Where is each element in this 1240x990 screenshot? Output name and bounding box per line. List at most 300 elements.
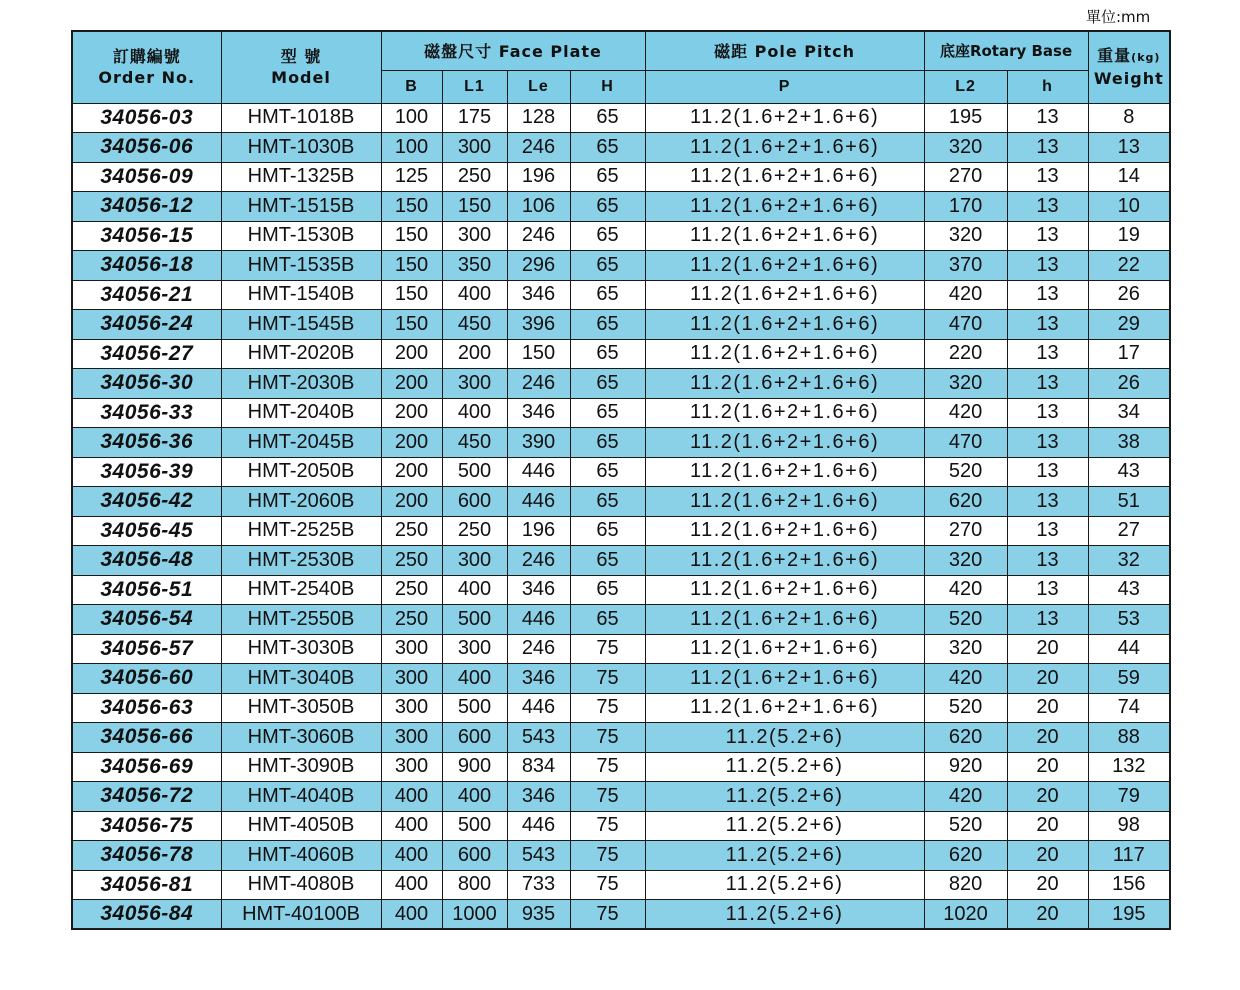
cell-h-lower: 13 xyxy=(1007,605,1088,635)
cell-h-lower: 13 xyxy=(1007,310,1088,340)
table-row xyxy=(72,133,1170,163)
cell-weight: 44 xyxy=(1088,634,1170,664)
cell-le: 935 xyxy=(507,900,570,930)
cell-weight: 14 xyxy=(1088,162,1170,192)
cell-l1: 400 xyxy=(442,398,507,428)
header-model xyxy=(221,31,381,103)
cell-h-upper: 65 xyxy=(570,457,645,487)
cell-h-upper: 65 xyxy=(570,162,645,192)
cell-pole-pitch: 11.2(5.2+6) xyxy=(645,723,924,753)
cell-weight: 51 xyxy=(1088,487,1170,517)
cell-order-no: 34056-51 xyxy=(72,575,221,605)
cell-model: HMT-3040B xyxy=(221,664,381,694)
cell-weight: 156 xyxy=(1088,870,1170,900)
cell-l1: 300 xyxy=(442,546,507,576)
cell-l2: 420 xyxy=(924,398,1007,428)
cell-h-lower: 20 xyxy=(1007,693,1088,723)
cell-weight: 79 xyxy=(1088,782,1170,812)
cell-h-lower: 13 xyxy=(1007,487,1088,517)
cell-order-no: 34056-78 xyxy=(72,841,221,871)
cell-l2: 520 xyxy=(924,693,1007,723)
table-row xyxy=(72,398,1170,428)
cell-pole-pitch: 11.2(1.6+2+1.6+6) xyxy=(645,133,924,163)
cell-le: 150 xyxy=(507,339,570,369)
cell-model: HMT-2550B xyxy=(221,605,381,635)
cell-l2: 420 xyxy=(924,664,1007,694)
cell-pole-pitch: 11.2(1.6+2+1.6+6) xyxy=(645,428,924,458)
cell-le: 346 xyxy=(507,575,570,605)
table-row xyxy=(72,221,1170,251)
cell-weight: 17 xyxy=(1088,339,1170,369)
cell-model: HMT-1325B xyxy=(221,162,381,192)
header-order-no xyxy=(72,31,221,103)
table-row xyxy=(72,516,1170,546)
header-pole-pitch: 磁距 Pole Pitch xyxy=(645,31,924,70)
cell-order-no: 34056-48 xyxy=(72,546,221,576)
cell-h-upper: 75 xyxy=(570,664,645,694)
header-weight-unit: (kg) xyxy=(1131,51,1161,65)
cell-weight: 43 xyxy=(1088,575,1170,605)
table-row xyxy=(72,870,1170,900)
cell-le: 733 xyxy=(507,870,570,900)
cell-weight: 8 xyxy=(1088,103,1170,133)
cell-h-upper: 65 xyxy=(570,546,645,576)
header-b: B xyxy=(381,70,442,103)
cell-b: 200 xyxy=(381,487,442,517)
cell-order-no: 34056-06 xyxy=(72,133,221,163)
cell-h-lower: 13 xyxy=(1007,192,1088,222)
cell-le: 390 xyxy=(507,428,570,458)
cell-h-upper: 65 xyxy=(570,339,645,369)
cell-pole-pitch: 11.2(1.6+2+1.6+6) xyxy=(645,398,924,428)
cell-b: 300 xyxy=(381,752,442,782)
cell-h-upper: 65 xyxy=(570,310,645,340)
cell-l2: 320 xyxy=(924,133,1007,163)
cell-b: 250 xyxy=(381,516,442,546)
cell-model: HMT-1530B xyxy=(221,221,381,251)
cell-l2: 320 xyxy=(924,634,1007,664)
table-row xyxy=(72,310,1170,340)
cell-h-lower: 13 xyxy=(1007,103,1088,133)
table-row xyxy=(72,428,1170,458)
cell-model: HMT-2030B xyxy=(221,369,381,399)
cell-le: 196 xyxy=(507,516,570,546)
cell-h-lower: 20 xyxy=(1007,752,1088,782)
cell-h-lower: 20 xyxy=(1007,900,1088,930)
cell-l1: 600 xyxy=(442,841,507,871)
cell-pole-pitch: 11.2(1.6+2+1.6+6) xyxy=(645,516,924,546)
cell-le: 346 xyxy=(507,398,570,428)
cell-h-upper: 75 xyxy=(570,841,645,871)
cell-l1: 900 xyxy=(442,752,507,782)
cell-l1: 250 xyxy=(442,162,507,192)
cell-model: HMT-3030B xyxy=(221,634,381,664)
cell-h-upper: 65 xyxy=(570,251,645,281)
cell-le: 246 xyxy=(507,634,570,664)
cell-b: 400 xyxy=(381,900,442,930)
cell-h-upper: 65 xyxy=(570,221,645,251)
cell-h-upper: 65 xyxy=(570,487,645,517)
cell-weight: 38 xyxy=(1088,428,1170,458)
cell-l2: 620 xyxy=(924,841,1007,871)
cell-h-lower: 20 xyxy=(1007,841,1088,871)
cell-le: 106 xyxy=(507,192,570,222)
header-model-zh: 型 號 xyxy=(280,47,322,67)
table-row xyxy=(72,251,1170,281)
cell-le: 446 xyxy=(507,457,570,487)
cell-pole-pitch: 11.2(1.6+2+1.6+6) xyxy=(645,575,924,605)
cell-le: 196 xyxy=(507,162,570,192)
cell-h-upper: 75 xyxy=(570,693,645,723)
cell-le: 246 xyxy=(507,133,570,163)
cell-l1: 175 xyxy=(442,103,507,133)
cell-order-no: 34056-66 xyxy=(72,723,221,753)
cell-weight: 19 xyxy=(1088,221,1170,251)
header-le: Le xyxy=(507,70,570,103)
cell-l1: 400 xyxy=(442,664,507,694)
cell-weight: 26 xyxy=(1088,369,1170,399)
cell-h-lower: 13 xyxy=(1007,457,1088,487)
cell-model: HMT-4050B xyxy=(221,811,381,841)
cell-order-no: 34056-84 xyxy=(72,900,221,930)
header-face-plate: 磁盤尺寸 Face Plate xyxy=(381,31,645,70)
cell-order-no: 34056-18 xyxy=(72,251,221,281)
cell-l1: 400 xyxy=(442,280,507,310)
cell-b: 200 xyxy=(381,457,442,487)
table-row xyxy=(72,752,1170,782)
cell-weight: 74 xyxy=(1088,693,1170,723)
cell-h-upper: 65 xyxy=(570,280,645,310)
cell-pole-pitch: 11.2(5.2+6) xyxy=(645,811,924,841)
cell-l2: 470 xyxy=(924,428,1007,458)
cell-model: HMT-1018B xyxy=(221,103,381,133)
cell-h-upper: 65 xyxy=(570,516,645,546)
cell-b: 150 xyxy=(381,251,442,281)
table-row xyxy=(72,634,1170,664)
cell-pole-pitch: 11.2(1.6+2+1.6+6) xyxy=(645,634,924,664)
cell-pole-pitch: 11.2(1.6+2+1.6+6) xyxy=(645,369,924,399)
cell-model: HMT-2045B xyxy=(221,428,381,458)
cell-model: HMT-1545B xyxy=(221,310,381,340)
cell-h-lower: 20 xyxy=(1007,870,1088,900)
cell-l2: 420 xyxy=(924,782,1007,812)
cell-h-lower: 20 xyxy=(1007,634,1088,664)
cell-model: HMT-2020B xyxy=(221,339,381,369)
cell-model: HMT-1535B xyxy=(221,251,381,281)
cell-h-lower: 20 xyxy=(1007,723,1088,753)
cell-h-upper: 75 xyxy=(570,634,645,664)
cell-order-no: 34056-69 xyxy=(72,752,221,782)
cell-h-upper: 75 xyxy=(570,752,645,782)
cell-b: 150 xyxy=(381,192,442,222)
cell-h-upper: 75 xyxy=(570,782,645,812)
table-row xyxy=(72,811,1170,841)
cell-b: 200 xyxy=(381,369,442,399)
cell-l1: 300 xyxy=(442,133,507,163)
cell-order-no: 34056-60 xyxy=(72,664,221,694)
cell-pole-pitch: 11.2(1.6+2+1.6+6) xyxy=(645,487,924,517)
cell-l1: 300 xyxy=(442,369,507,399)
table-row xyxy=(72,487,1170,517)
table-body xyxy=(72,103,1170,929)
cell-b: 250 xyxy=(381,575,442,605)
cell-l2: 520 xyxy=(924,457,1007,487)
table-row xyxy=(72,457,1170,487)
cell-b: 150 xyxy=(381,310,442,340)
cell-order-no: 34056-33 xyxy=(72,398,221,428)
header-l2: L2 xyxy=(924,70,1007,103)
cell-b: 400 xyxy=(381,841,442,871)
cell-l1: 500 xyxy=(442,457,507,487)
cell-order-no: 34056-27 xyxy=(72,339,221,369)
cell-b: 300 xyxy=(381,634,442,664)
cell-model: HMT-3060B xyxy=(221,723,381,753)
cell-h-upper: 65 xyxy=(570,369,645,399)
cell-le: 346 xyxy=(507,664,570,694)
cell-pole-pitch: 11.2(5.2+6) xyxy=(645,870,924,900)
cell-order-no: 34056-45 xyxy=(72,516,221,546)
cell-pole-pitch: 11.2(1.6+2+1.6+6) xyxy=(645,605,924,635)
cell-l2: 1020 xyxy=(924,900,1007,930)
cell-l1: 200 xyxy=(442,339,507,369)
cell-l2: 520 xyxy=(924,811,1007,841)
cell-b: 300 xyxy=(381,723,442,753)
cell-h-upper: 65 xyxy=(570,575,645,605)
cell-l2: 195 xyxy=(924,103,1007,133)
cell-weight: 22 xyxy=(1088,251,1170,281)
cell-model: HMT-1030B xyxy=(221,133,381,163)
cell-le: 446 xyxy=(507,487,570,517)
cell-weight: 32 xyxy=(1088,546,1170,576)
cell-h-lower: 13 xyxy=(1007,546,1088,576)
cell-h-upper: 75 xyxy=(570,870,645,900)
cell-le: 446 xyxy=(507,811,570,841)
cell-l2: 270 xyxy=(924,162,1007,192)
cell-l2: 270 xyxy=(924,516,1007,546)
cell-pole-pitch: 11.2(1.6+2+1.6+6) xyxy=(645,162,924,192)
cell-pole-pitch: 11.2(1.6+2+1.6+6) xyxy=(645,546,924,576)
table-row xyxy=(72,575,1170,605)
cell-weight: 88 xyxy=(1088,723,1170,753)
table-header xyxy=(72,31,1170,103)
cell-order-no: 34056-42 xyxy=(72,487,221,517)
header-order-en: Order No. xyxy=(98,68,196,88)
cell-h-lower: 20 xyxy=(1007,782,1088,812)
cell-order-no: 34056-75 xyxy=(72,811,221,841)
cell-h-lower: 13 xyxy=(1007,280,1088,310)
cell-l2: 320 xyxy=(924,369,1007,399)
cell-weight: 29 xyxy=(1088,310,1170,340)
cell-order-no: 34056-81 xyxy=(72,870,221,900)
cell-pole-pitch: 11.2(1.6+2+1.6+6) xyxy=(645,339,924,369)
cell-l2: 920 xyxy=(924,752,1007,782)
cell-weight: 26 xyxy=(1088,280,1170,310)
cell-h-upper: 65 xyxy=(570,103,645,133)
cell-l1: 300 xyxy=(442,634,507,664)
cell-pole-pitch: 11.2(1.6+2+1.6+6) xyxy=(645,310,924,340)
cell-order-no: 34056-54 xyxy=(72,605,221,635)
cell-pole-pitch: 11.2(1.6+2+1.6+6) xyxy=(645,693,924,723)
cell-h-upper: 65 xyxy=(570,605,645,635)
cell-h-lower: 20 xyxy=(1007,811,1088,841)
cell-weight: 53 xyxy=(1088,605,1170,635)
cell-weight: 98 xyxy=(1088,811,1170,841)
cell-l1: 350 xyxy=(442,251,507,281)
table-row xyxy=(72,280,1170,310)
cell-le: 296 xyxy=(507,251,570,281)
cell-order-no: 34056-39 xyxy=(72,457,221,487)
cell-order-no: 34056-12 xyxy=(72,192,221,222)
cell-h-lower: 13 xyxy=(1007,516,1088,546)
header-l1: L1 xyxy=(442,70,507,103)
cell-le: 246 xyxy=(507,546,570,576)
cell-b: 250 xyxy=(381,546,442,576)
cell-l2: 420 xyxy=(924,575,1007,605)
cell-model: HMT-2040B xyxy=(221,398,381,428)
cell-le: 246 xyxy=(507,369,570,399)
cell-pole-pitch: 11.2(1.6+2+1.6+6) xyxy=(645,192,924,222)
cell-l1: 150 xyxy=(442,192,507,222)
cell-le: 346 xyxy=(507,280,570,310)
cell-b: 100 xyxy=(381,103,442,133)
header-model-en: Model xyxy=(271,68,331,88)
unit-label: 單位:mm xyxy=(1086,8,1151,26)
cell-pole-pitch: 11.2(5.2+6) xyxy=(645,841,924,871)
cell-model: HMT-40100B xyxy=(221,900,381,930)
cell-le: 396 xyxy=(507,310,570,340)
cell-pole-pitch: 11.2(5.2+6) xyxy=(645,782,924,812)
cell-b: 200 xyxy=(381,398,442,428)
cell-le: 543 xyxy=(507,841,570,871)
table-row xyxy=(72,546,1170,576)
cell-le: 446 xyxy=(507,693,570,723)
table-row xyxy=(72,369,1170,399)
cell-l1: 450 xyxy=(442,428,507,458)
cell-h-upper: 65 xyxy=(570,133,645,163)
table-row xyxy=(72,605,1170,635)
cell-l2: 520 xyxy=(924,605,1007,635)
cell-h-lower: 13 xyxy=(1007,133,1088,163)
table-row xyxy=(72,664,1170,694)
cell-model: HMT-1515B xyxy=(221,192,381,222)
cell-model: HMT-3050B xyxy=(221,693,381,723)
cell-weight: 43 xyxy=(1088,457,1170,487)
cell-le: 543 xyxy=(507,723,570,753)
cell-order-no: 34056-36 xyxy=(72,428,221,458)
header-h-lower: h xyxy=(1007,70,1088,103)
spec-table xyxy=(71,30,1171,930)
cell-model: HMT-4040B xyxy=(221,782,381,812)
cell-h-lower: 13 xyxy=(1007,221,1088,251)
cell-l1: 250 xyxy=(442,516,507,546)
cell-l1: 600 xyxy=(442,487,507,517)
cell-l1: 1000 xyxy=(442,900,507,930)
cell-b: 400 xyxy=(381,782,442,812)
cell-pole-pitch: 11.2(1.6+2+1.6+6) xyxy=(645,251,924,281)
cell-l1: 500 xyxy=(442,811,507,841)
cell-pole-pitch: 11.2(1.6+2+1.6+6) xyxy=(645,664,924,694)
cell-pole-pitch: 11.2(1.6+2+1.6+6) xyxy=(645,103,924,133)
cell-le: 128 xyxy=(507,103,570,133)
header-weight-en: Weight xyxy=(1093,69,1164,89)
cell-h-upper: 65 xyxy=(570,398,645,428)
cell-h-upper: 75 xyxy=(570,723,645,753)
cell-model: HMT-2530B xyxy=(221,546,381,576)
cell-l2: 320 xyxy=(924,546,1007,576)
cell-order-no: 34056-30 xyxy=(72,369,221,399)
cell-l2: 320 xyxy=(924,221,1007,251)
cell-l1: 400 xyxy=(442,575,507,605)
cell-weight: 34 xyxy=(1088,398,1170,428)
cell-order-no: 34056-09 xyxy=(72,162,221,192)
cell-pole-pitch: 11.2(1.6+2+1.6+6) xyxy=(645,280,924,310)
cell-model: HMT-2050B xyxy=(221,457,381,487)
cell-weight: 10 xyxy=(1088,192,1170,222)
cell-order-no: 34056-21 xyxy=(72,280,221,310)
cell-model: HMT-4080B xyxy=(221,870,381,900)
header-weight-zh: 重量 xyxy=(1097,46,1132,66)
cell-l2: 820 xyxy=(924,870,1007,900)
table-row xyxy=(72,339,1170,369)
cell-b: 200 xyxy=(381,428,442,458)
header-p: P xyxy=(645,70,924,103)
cell-h-lower: 13 xyxy=(1007,369,1088,399)
cell-l1: 450 xyxy=(442,310,507,340)
cell-l2: 370 xyxy=(924,251,1007,281)
header-weight xyxy=(1088,31,1170,103)
header-rotary-base: 底座Rotary Base xyxy=(924,31,1088,70)
cell-l1: 300 xyxy=(442,221,507,251)
cell-le: 446 xyxy=(507,605,570,635)
table-row xyxy=(72,782,1170,812)
cell-le: 834 xyxy=(507,752,570,782)
cell-model: HMT-4060B xyxy=(221,841,381,871)
cell-b: 400 xyxy=(381,870,442,900)
cell-l2: 220 xyxy=(924,339,1007,369)
cell-order-no: 34056-03 xyxy=(72,103,221,133)
cell-h-lower: 13 xyxy=(1007,339,1088,369)
table-row xyxy=(72,192,1170,222)
cell-order-no: 34056-15 xyxy=(72,221,221,251)
cell-b: 150 xyxy=(381,280,442,310)
cell-b: 300 xyxy=(381,693,442,723)
cell-l1: 600 xyxy=(442,723,507,753)
table-row xyxy=(72,723,1170,753)
cell-pole-pitch: 11.2(1.6+2+1.6+6) xyxy=(645,457,924,487)
table-row xyxy=(72,693,1170,723)
cell-b: 125 xyxy=(381,162,442,192)
cell-b: 150 xyxy=(381,221,442,251)
cell-order-no: 34056-63 xyxy=(72,693,221,723)
cell-weight: 27 xyxy=(1088,516,1170,546)
header-order-zh: 訂購編號 xyxy=(112,47,181,67)
cell-pole-pitch: 11.2(1.6+2+1.6+6) xyxy=(645,221,924,251)
cell-h-lower: 13 xyxy=(1007,251,1088,281)
cell-pole-pitch: 11.2(5.2+6) xyxy=(645,900,924,930)
cell-model: HMT-1540B xyxy=(221,280,381,310)
cell-b: 400 xyxy=(381,811,442,841)
cell-l2: 420 xyxy=(924,280,1007,310)
cell-b: 300 xyxy=(381,664,442,694)
cell-model: HMT-2525B xyxy=(221,516,381,546)
cell-h-lower: 20 xyxy=(1007,664,1088,694)
cell-weight: 13 xyxy=(1088,133,1170,163)
cell-h-upper: 65 xyxy=(570,428,645,458)
cell-h-lower: 13 xyxy=(1007,575,1088,605)
cell-l2: 470 xyxy=(924,310,1007,340)
cell-order-no: 34056-57 xyxy=(72,634,221,664)
cell-weight: 132 xyxy=(1088,752,1170,782)
